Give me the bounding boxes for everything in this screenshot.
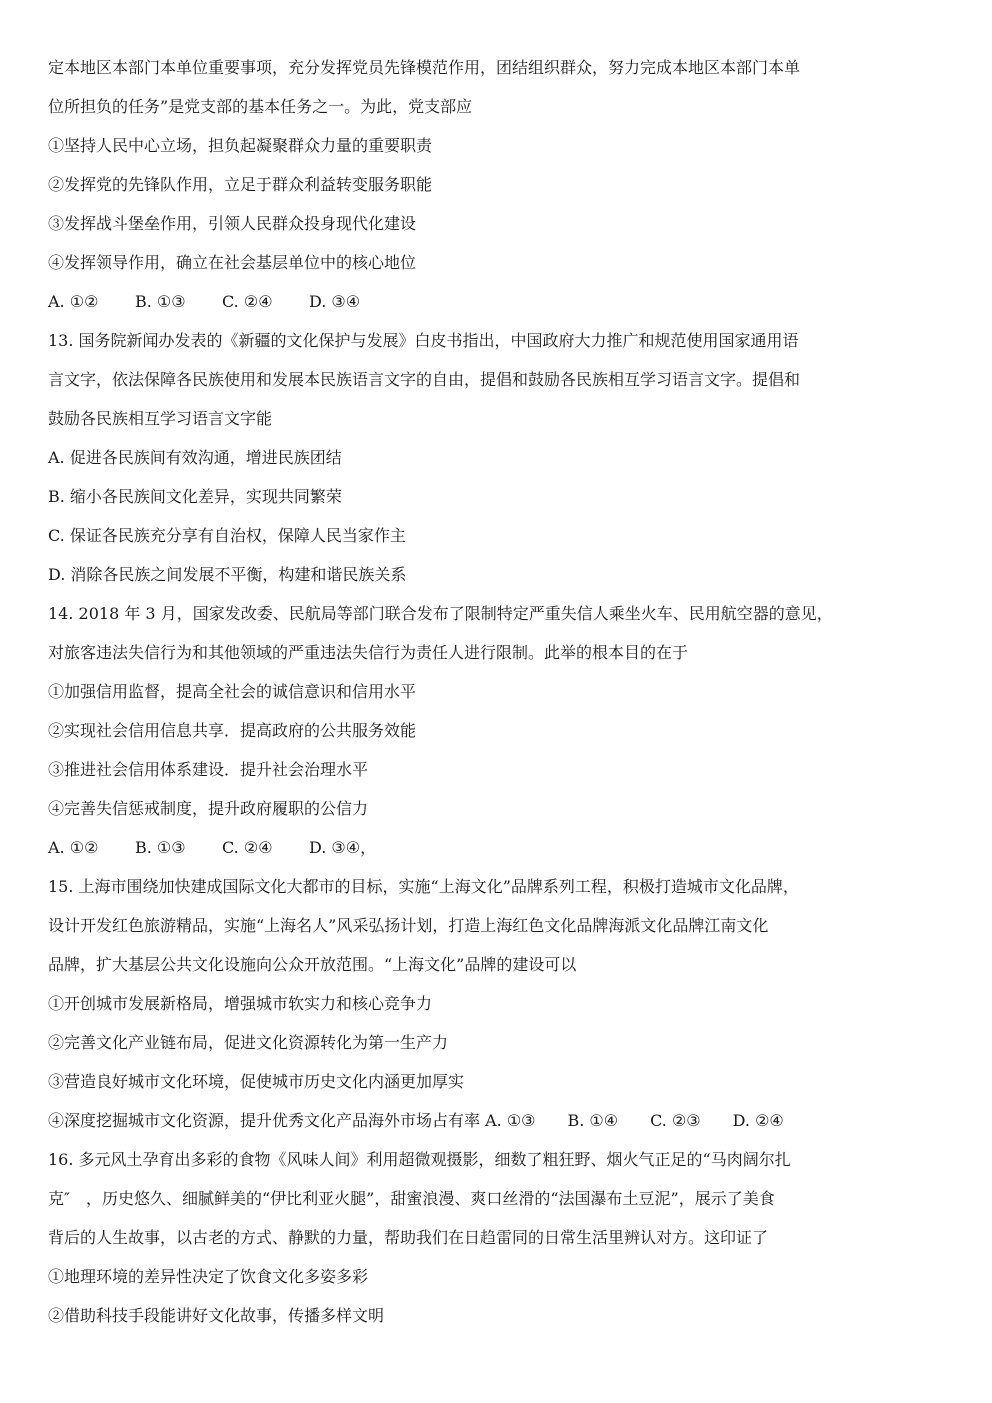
q12-options [48,292,948,312]
q15-stem-line-1: 15. 上海市围绕加快建成国际文化大都市的目标，实施“上海文化”品牌系列工程，积极打造城市文化品牌， [48,877,799,896]
q12-statement-2: ②发挥党的先锋队作用，立足于群众利益转变服务职能 [48,175,433,194]
q16-stem-line-2: 克″ ，历史悠久、细腻鲜美的“伊比利亚火腿”，甜蜜浪漫、爽口丝滑的“法国瀑布土豆泥”，展示了美食 [48,1189,775,1208]
q16-statement-2: ②借助科技手段能讲好文化故事，传播多样文明 [48,1306,385,1325]
q12-option-b: B. ①③ [135,292,186,311]
q16-stem-line-1: 16. 多元风土孕育出多彩的食物《风味人间》利用超微观摄影，细数了粗狂野、烟火气正足的“马肉阔尔扎 [48,1150,791,1169]
q16-statement-1: ①地理环境的差异性决定了饮食文化多姿多彩 [48,1267,369,1286]
q12-option-a: A. ①② [48,292,99,311]
q13-option-d: D. 消除各民族之间发展不平衡，构建和谐民族关系 [48,565,407,584]
q12-stem-line-2: 位所担负的任务”是党支部的基本任务之一。为此，党支部应 [48,97,473,116]
q14-statement-1: ①加强信用监督，提高全社会的诚信意识和信用水平 [48,682,417,701]
q15-stem-line-3: 品牌，扩大基层公共文化设施向公众开放范围。“上海文化”品牌的建设可以 [48,955,577,974]
q15-statement-4-with-options: ④深度挖掘城市文化资源，提升优秀文化产品海外市场占有率 A. ①③ B. ①④ C. ②③ D. ②④ [48,1111,784,1130]
q15-statement-1: ①开创城市发展新格局，增强城市软实力和核心竞争力 [48,994,433,1013]
q14-statement-4: ④完善失信惩戒制度，提升政府履职的公信力 [48,799,369,818]
q12-option-d: D. ③④ [309,292,361,311]
q12-stem-line-1: 定本地区本部门本单位重要事项，充分发挥党员先锋模范作用，团结组织群众，努力完成本地区本部门本单 [48,58,801,77]
q14-option-c: C. ②④ [222,838,273,857]
q14-stem-line-1: 14. 2018 年 3 月，国家发改委、民航局等部门联合发布了限制特定严重失信人乘坐火车、民用航空器的意见， [48,604,833,623]
q14-option-b: B. ①③ [135,838,186,857]
q14-option-d: D. ③④， [309,838,377,857]
q14-statement-2: ②实现社会信用信息共享．提高政府的公共服务效能 [48,721,417,740]
q12-statement-3: ③发挥战斗堡垒作用，引领人民群众投身现代化建设 [48,214,417,233]
q13-stem-line-3: 鼓励各民族相互学习语言文字能 [48,409,273,428]
q12-statement-1: ①坚持人民中心立场，担负起凝聚群众力量的重要职责 [48,136,433,155]
q14-options [48,838,948,858]
q13-option-a: A. 促进各民族间有效沟通，增进民族团结 [48,448,342,467]
q13-stem-line-1: 13. 国务院新闻办发表的《新疆的文化保护与发展》白皮书指出，中国政府大力推广和规范使用国家通用语 [48,331,799,350]
q16-stem-line-3: 背后的人生故事，以古老的方式、静默的力量，帮助我们在日趋雷同的日常生活里辨认对方。这印证了 [48,1228,769,1247]
q13-option-b: B. 缩小各民族间文化差异，实现共同繁荣 [48,487,342,506]
q15-statement-2: ②完善文化产业链布局，促进文化资源转化为第一生产力 [48,1033,449,1052]
q15-statement-3: ③营造良好城市文化环境，促使城市历史文化内涵更加厚实 [48,1072,465,1091]
q12-option-c: C. ②④ [222,292,273,311]
q14-option-a: A. ①② [48,838,99,857]
q12-statement-4: ④发挥领导作用，确立在社会基层单位中的核心地位 [48,253,417,272]
q13-option-c: C. 保证各民族充分享有自治权，保障人民当家作主 [48,526,406,545]
q14-stem-line-2: 对旅客违法失信行为和其他领域的严重违法失信行为责任人进行限制。此举的根本目的在于 [48,643,689,662]
q15-stem-line-2: 设计开发红色旅游精品，实施“上海名人”风采弘扬计划，打造上海红色文化品牌海派文化品牌江南文化 [48,916,769,935]
q13-stem-line-2: 言文字，依法保障各民族使用和发展本民族语言文字的自由，提倡和鼓励各民族相互学习语言文字。提倡和 [48,370,801,389]
q14-statement-3: ③推进社会信用体系建设．提升社会治理水平 [48,760,369,779]
